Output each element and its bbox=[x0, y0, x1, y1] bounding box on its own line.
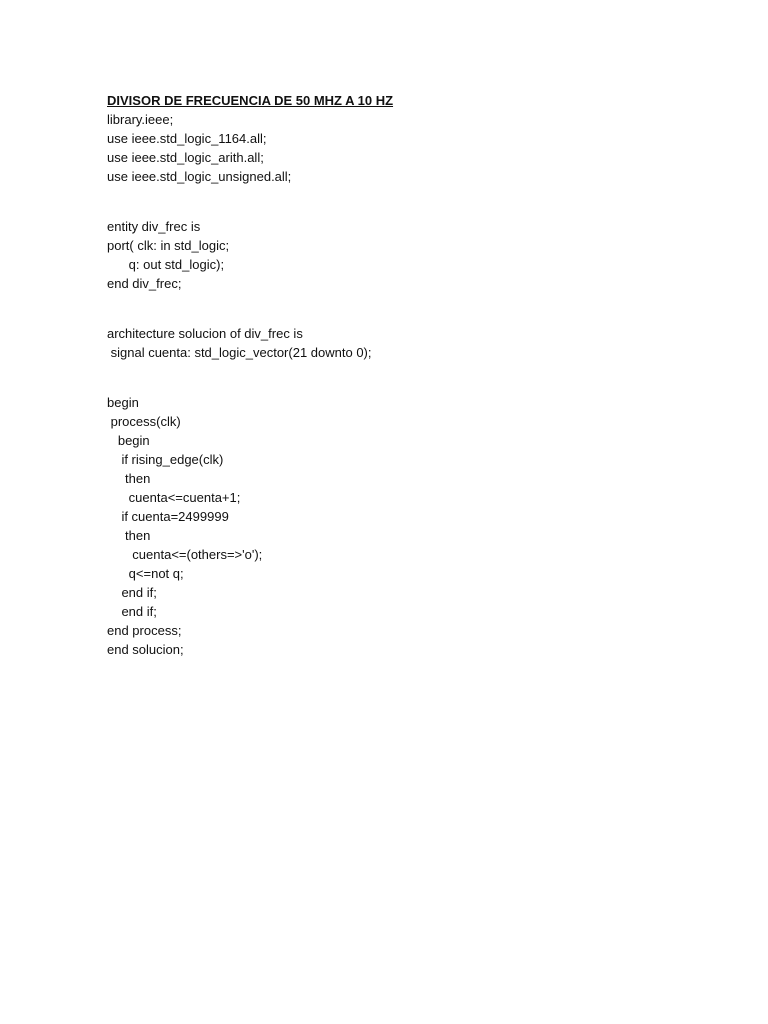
section-gap bbox=[107, 205, 707, 217]
code-line: use ieee.std_logic_arith.all; bbox=[107, 150, 264, 165]
code-line: port( clk: in std_logic; bbox=[107, 238, 230, 253]
blank-line bbox=[107, 293, 707, 312]
section-gap bbox=[107, 312, 707, 324]
code-line: then bbox=[107, 471, 151, 486]
code-line: if cuenta=2499999 bbox=[107, 509, 229, 524]
code-line: end solucion; bbox=[107, 642, 184, 657]
entity-block bbox=[107, 217, 707, 293]
code-line: end div_frec; bbox=[107, 276, 182, 291]
code-line: signal cuenta: std_logic_vector(21 downto 0); bbox=[107, 345, 372, 360]
code-line: end process; bbox=[107, 623, 182, 638]
code-line: then bbox=[107, 528, 151, 543]
code-line: use ieee.std_logic_1164.all; bbox=[107, 131, 267, 146]
code-line: q<=not q; bbox=[107, 566, 184, 581]
code-line: cuenta<=cuenta+1; bbox=[107, 490, 241, 505]
blank-line bbox=[107, 186, 707, 205]
code-line: process(clk) bbox=[107, 414, 181, 429]
document-title: DIVISOR DE FRECUENCIA DE 50 MHZ A 10 HZ bbox=[107, 93, 394, 108]
code-line: entity div_frec is bbox=[107, 219, 201, 234]
blank-line bbox=[107, 362, 707, 381]
process-block bbox=[107, 393, 707, 659]
code-line: architecture solucion of div_frec is bbox=[107, 326, 303, 341]
code-line: begin bbox=[107, 395, 139, 410]
architecture-block bbox=[107, 324, 707, 362]
library-block bbox=[107, 110, 707, 186]
code-line: use ieee.std_logic_unsigned.all; bbox=[107, 169, 292, 184]
code-line: q: out std_logic); bbox=[107, 257, 225, 272]
section-gap bbox=[107, 381, 707, 393]
code-line: cuenta<=(others=>'o'); bbox=[107, 547, 263, 562]
code-line: end if; bbox=[107, 585, 157, 600]
code-line: library.ieee; bbox=[107, 112, 174, 127]
code-line: if rising_edge(clk) bbox=[107, 452, 224, 467]
code-line: end if; bbox=[107, 604, 157, 619]
code-line: begin bbox=[107, 433, 150, 448]
document-body bbox=[107, 91, 707, 659]
